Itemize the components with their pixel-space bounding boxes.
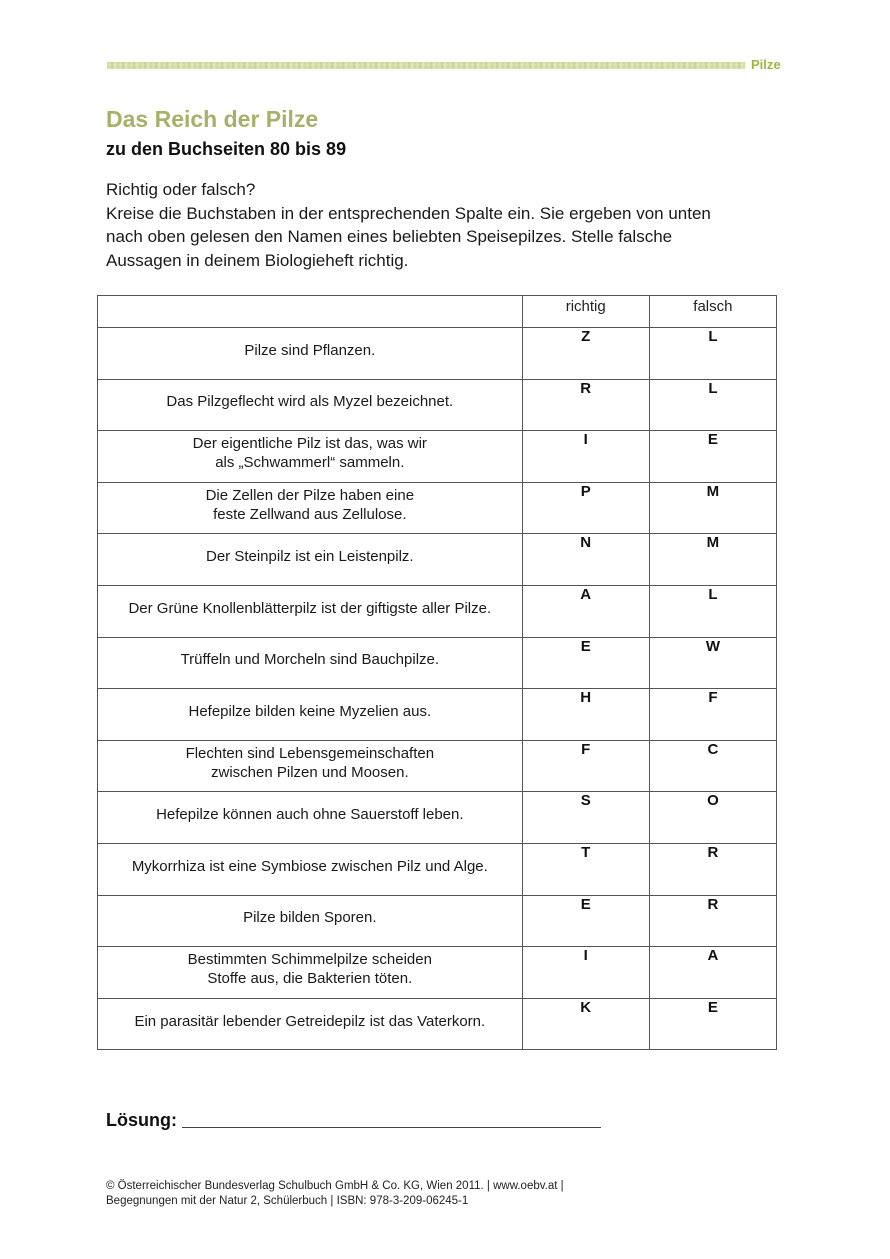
table-row <box>98 379 777 431</box>
richtig-letter[interactable]: R <box>522 379 649 431</box>
falsch-letter[interactable]: E <box>649 998 776 1050</box>
solution-label: Lösung: <box>106 1110 177 1130</box>
table-row <box>98 637 777 689</box>
statement-cell <box>98 482 523 534</box>
statement-line: Hefepilze bilden keine Myzelien aus. <box>188 702 432 720</box>
statement-cell <box>98 740 523 792</box>
statement-cell <box>98 843 523 895</box>
instructions-line: nach oben gelesen den Namen eines beliebten Speisepilzes. Stelle falsche <box>106 227 673 246</box>
statement-line: als „Schwammerl“ sammeln. <box>215 454 405 472</box>
quiz-table-body <box>98 328 777 1050</box>
falsch-letter[interactable]: E <box>649 431 776 483</box>
statement-line: Stoffe aus, die Bakterien töten. <box>207 970 413 988</box>
table-row <box>98 431 777 483</box>
statement-line: Der eigentliche Pilz ist das, was wir <box>192 435 427 453</box>
statement-text <box>98 857 522 876</box>
section-tag: Pilze <box>751 57 781 72</box>
table-row <box>98 534 777 586</box>
statement-text <box>98 908 522 927</box>
statement-cell <box>98 689 523 741</box>
richtig-letter[interactable]: F <box>522 740 649 792</box>
statement-line: zwischen Pilzen und Moosen. <box>211 764 409 782</box>
statement-line: Der Grüne Knollenblätterpilz ist der giftigste aller Pilze. <box>128 599 492 617</box>
falsch-letter[interactable]: M <box>649 482 776 534</box>
footer-copyright: © Österreichischer Bundesverlag Schulbuch GmbH & Co. KG, Wien 2011. | www.oebv.at | <box>106 1180 564 1192</box>
falsch-letter[interactable]: W <box>649 637 776 689</box>
richtig-letter[interactable]: I <box>522 947 649 999</box>
statement-cell <box>98 431 523 483</box>
statement-cell <box>98 895 523 947</box>
statement-text <box>98 702 522 721</box>
falsch-letter[interactable]: M <box>649 534 776 586</box>
instructions <box>106 178 766 272</box>
page-subtitle: zu den Buchseiten 80 bis 89 <box>106 139 347 159</box>
falsch-letter[interactable]: A <box>649 947 776 999</box>
table-row <box>98 998 777 1050</box>
statement-line: Trüffeln und Morcheln sind Bauchpilze. <box>180 651 440 669</box>
statement-line: Der Steinpilz ist ein Leistenpilz. <box>206 548 414 566</box>
instructions-line: Aussagen in deinem Biologieheft richtig. <box>106 250 409 270</box>
table-row <box>98 843 777 895</box>
richtig-letter[interactable]: K <box>522 998 649 1050</box>
richtig-letter[interactable]: H <box>522 689 649 741</box>
statement-text <box>98 341 522 360</box>
falsch-letter[interactable]: L <box>649 585 776 637</box>
statement-text <box>98 547 522 566</box>
table-row <box>98 689 777 741</box>
footer <box>106 1179 564 1208</box>
falsch-letter[interactable]: R <box>649 895 776 947</box>
table-row <box>98 328 777 380</box>
instructions-line: Kreise die Buchstaben in der entsprechenden Spalte ein. Sie ergeben von unten <box>106 203 711 223</box>
falsch-letter[interactable]: R <box>649 843 776 895</box>
page-title: Das Reich der Pilze <box>106 106 319 132</box>
statement-text <box>98 599 522 618</box>
statement-line: Ein parasitär lebender Getreidepilz ist das Vaterkorn. <box>134 1012 486 1030</box>
table-header-row <box>98 296 777 328</box>
table-row <box>98 895 777 947</box>
statement-cell <box>98 637 523 689</box>
richtig-letter[interactable]: I <box>522 431 649 483</box>
richtig-letter[interactable]: T <box>522 843 649 895</box>
statement-line: Die Zellen der Pilze haben eine <box>205 487 415 505</box>
statement-line: feste Zellwand aus Zellulose. <box>213 506 407 524</box>
column-header-statement <box>98 296 523 328</box>
falsch-letter[interactable]: C <box>649 740 776 792</box>
statement-text <box>98 805 522 824</box>
richtig-letter[interactable]: N <box>522 534 649 586</box>
table-row <box>98 585 777 637</box>
statement-text <box>98 744 522 782</box>
statement-cell <box>98 998 523 1050</box>
quiz-table <box>97 295 777 1050</box>
statement-line: Flechten sind Lebensgemeinschaften <box>185 745 435 763</box>
richtig-letter[interactable]: S <box>522 792 649 844</box>
statement-text <box>98 434 522 472</box>
statement-cell <box>98 792 523 844</box>
statement-text <box>98 950 522 988</box>
statement-line: Bestimmten Schimmelpilze scheiden <box>187 951 432 969</box>
richtig-letter[interactable]: Z <box>522 328 649 380</box>
instructions-line: Richtig oder falsch? <box>106 180 256 199</box>
table-row <box>98 482 777 534</box>
column-header-falsch: falsch <box>649 296 776 328</box>
statement-text <box>98 486 522 524</box>
statement-line: Mykorrhiza ist eine Symbiose zwischen Pilz und Alge. <box>131 857 488 875</box>
solution-input-line[interactable] <box>182 1127 601 1128</box>
falsch-letter[interactable]: L <box>649 328 776 380</box>
statement-cell <box>98 379 523 431</box>
footer-book-info: Begegnungen mit der Natur 2, Schülerbuch | ISBN: 978-3-209-06245-1 <box>106 1194 469 1207</box>
statement-text <box>98 650 522 669</box>
statement-line: Pilze sind Pflanzen. <box>244 341 376 359</box>
richtig-letter[interactable]: E <box>522 637 649 689</box>
richtig-letter[interactable]: E <box>522 895 649 947</box>
statement-cell <box>98 947 523 999</box>
statement-cell <box>98 585 523 637</box>
statement-cell <box>98 534 523 586</box>
header-decorative-bar <box>107 62 745 69</box>
statement-line: Pilze bilden Sporen. <box>243 909 377 927</box>
table-row <box>98 792 777 844</box>
falsch-letter[interactable]: F <box>649 689 776 741</box>
table-row <box>98 947 777 999</box>
statement-line: Hefepilze können auch ohne Sauerstoff leben. <box>156 806 464 824</box>
falsch-letter[interactable]: L <box>649 379 776 431</box>
table-row <box>98 740 777 792</box>
statement-cell <box>98 328 523 380</box>
richtig-letter[interactable]: P <box>522 482 649 534</box>
statement-text <box>98 1012 522 1031</box>
statement-text <box>98 392 522 411</box>
richtig-letter[interactable]: A <box>522 585 649 637</box>
statement-line: Das Pilzgeflecht wird als Myzel bezeichnet. <box>166 393 454 411</box>
falsch-letter[interactable]: O <box>649 792 776 844</box>
column-header-richtig: richtig <box>522 296 649 328</box>
